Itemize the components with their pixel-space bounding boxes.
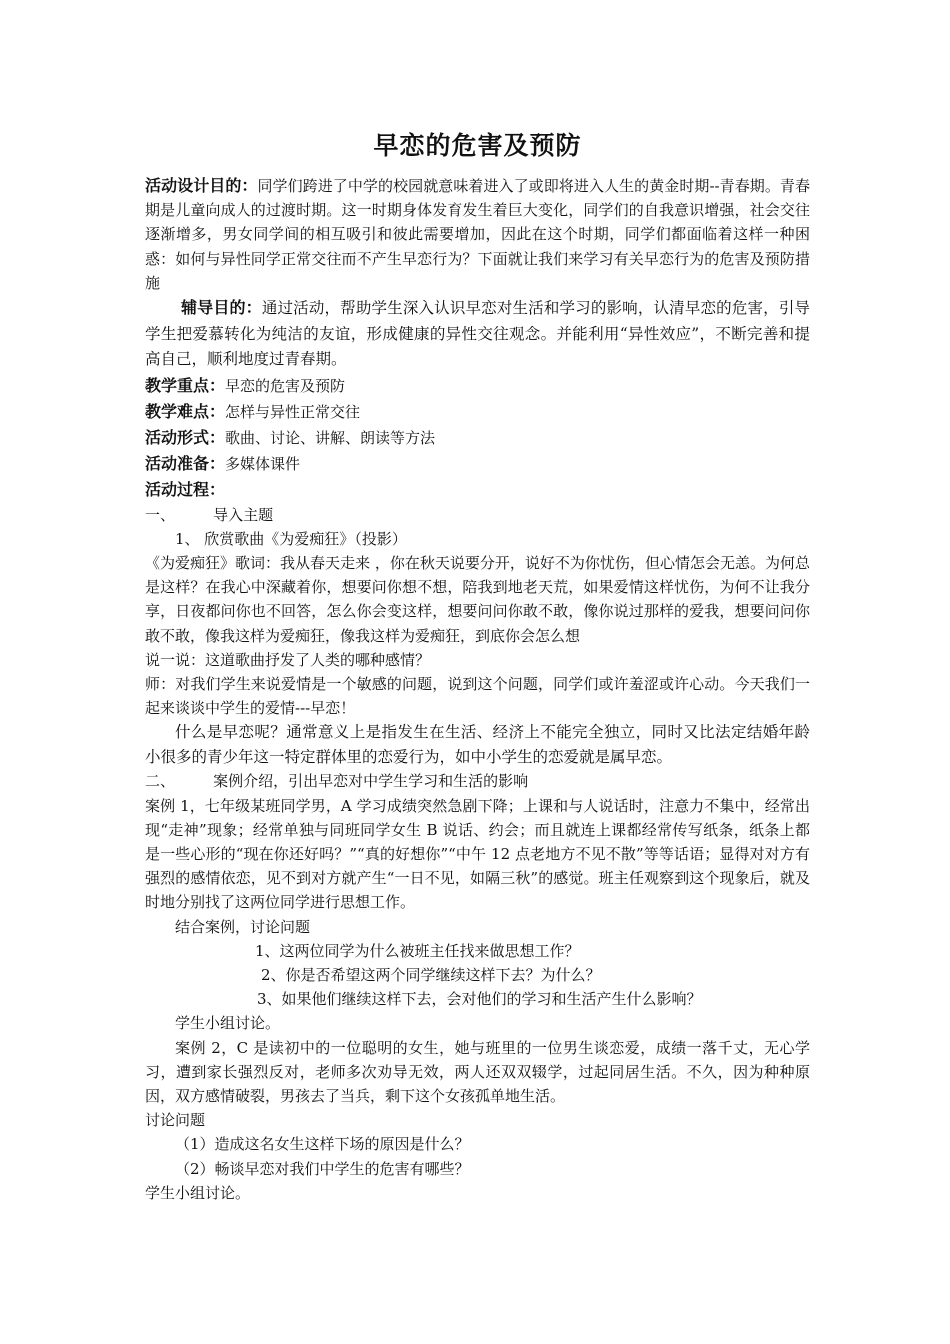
difficulty-label: 教学难点： <box>145 401 226 421</box>
lyrics-paragraph: 《为爱痴狂》歌词：我从春天走来 ，你在秋天说要分开，说好不为你忧伤，但心情怎会无恙。为何总是这样？在我心中深藏着你，想要问你想不想，陪我到地老天荒，如果爱情这样忧伤，为何不让我分享，日夜都问你也不回答，怎么你会变这样，想要问问你敢不敢，像你说过那样的爱我，想要问问你敢不敢，像我这样为爱痴狂，像我这样为爱痴狂，到底你会怎么想 <box>145 553 810 645</box>
difficulty-text: 怎样与异性正常交往 <box>225 402 361 421</box>
focus-line <box>145 373 810 399</box>
question-1: 1、这两位同学为什么被班主任找来做思想工作？ <box>255 941 580 960</box>
teacher-paragraph: 师：对我们学生来说爱情是一个敏感的问题，说到这个问题，同学们或许羞涩或许心动。今天我们一起来谈谈中学生的爱情---早恋！ <box>145 674 810 718</box>
section2-heading: 二、 案例介绍，引出早恋对中学生学习和生活的影响 <box>145 772 529 791</box>
question-3: 3、如果他们继续这样下去，会对他们的学习和生活产生什么影响？ <box>257 990 702 1009</box>
purpose-text: 同学们跨进了中学的校园就意味着进入了或即将进入人生的黄金时期--青春期。青春期是儿童向成人的过渡时期。这一时期身体发育发生着巨大变化，同学们的自我意识增强，社会交往逐渐增多，男女同学间的相互吸引和彼此需要增加，因此在这个时期，同学们都面临着这样一种困惑：如何与异性同学正常交往而不产生早恋行为？下面就让我们来学习有关早恋行为的危害及预防措施 <box>145 177 810 292</box>
prep-text: 多媒体课件 <box>225 454 301 473</box>
purpose-label: 活动设计目的： <box>145 176 258 195</box>
focus-label: 教学重点： <box>145 375 226 395</box>
question-2: 2、你是否希望这两个同学继续这样下去？为什么？ <box>261 965 601 984</box>
form-text: 歌曲、讨论、讲解、朗读等方法 <box>225 428 436 447</box>
group-discussion-1: 学生小组讨论。 <box>175 1014 281 1033</box>
case2-paragraph: 案例 2，C 是读初中的一位聪明的女生，她与班里的一位男生谈恋爱，成绩一落千丈，无心学习，遭到家长强烈反对，老师多次劝导无效，两人还双双辍学，过起同居生活。不久，因为种种原因，双方感情破裂，男孩去了当兵，剩下这个女孩孤单地生活。 <box>145 1038 810 1105</box>
discuss2-question-1: （1）造成这名女生这样下场的原因是什么？ <box>175 1135 470 1154</box>
difficulty-line <box>145 399 810 425</box>
prep-line <box>145 451 810 477</box>
guidance-paragraph <box>145 295 810 373</box>
process-label: 活动过程： <box>145 479 226 499</box>
form-label: 活动形式： <box>145 427 226 447</box>
guidance-text: 通过活动，帮助学生深入认识早恋对生活和学习的影响，认清早恋的危害，引导学生把爱慕转化为纯洁的友谊，形成健康的异性交往观念。并能利用“异性效应”，不断完善和提高自己，顺利地度过青春期。 <box>145 299 810 369</box>
section1-step1: 1、 欣赏歌曲《为爱痴狂》（投影） <box>175 529 407 548</box>
discuss2-label: 讨论问题 <box>145 1111 206 1130</box>
form-line <box>145 425 810 451</box>
discuss2-question-2: （2）畅谈早恋对我们中学生的危害有哪些？ <box>175 1159 470 1178</box>
focus-text: 早恋的危害及预防 <box>225 376 346 395</box>
section1-heading: 一、 导入主题 <box>145 505 274 524</box>
purpose-paragraph <box>145 174 810 295</box>
process-line <box>145 477 810 503</box>
discuss-intro: 结合案例，讨论问题 <box>175 917 311 936</box>
group-discussion-2: 学生小组讨论。 <box>145 1183 251 1202</box>
case1-paragraph: 案例 1，七年级某班同学男，A 学习成绩突然急剧下降；上课和与人说话时，注意力不集中，经常出现“走神”现象；经常单独与同班同学女生 B 说话、约会；而且就连上课都经常传写纸条，纸条上都是一些心形的“现在你还好吗？”“真的好想你”“中午 12 点老地方不见不散”等等话语；显得对对方有强烈的感情依恋，见不到对方就产生“一日不见，如隔三秋”的感觉。班主任观察到这个现象后，就及时地分别找了这两位同学进行思想工作。 <box>145 796 810 912</box>
definition-paragraph: 什么是早恋呢？通常意义上是指发生在生活、经济上不能完全独立，同时又比法定结婚年龄小很多的青少年这一特定群体里的恋爱行为，如中小学生的恋爱就是属早恋。 <box>145 723 810 766</box>
guidance-label: 辅导目的： <box>181 298 262 318</box>
say-line: 说一说：这道歌曲抒发了人类的哪种感情？ <box>145 650 431 669</box>
document-page <box>145 128 810 1205</box>
prep-label: 活动准备： <box>145 453 226 473</box>
document-title: 早恋的危害及预防 <box>373 131 582 160</box>
